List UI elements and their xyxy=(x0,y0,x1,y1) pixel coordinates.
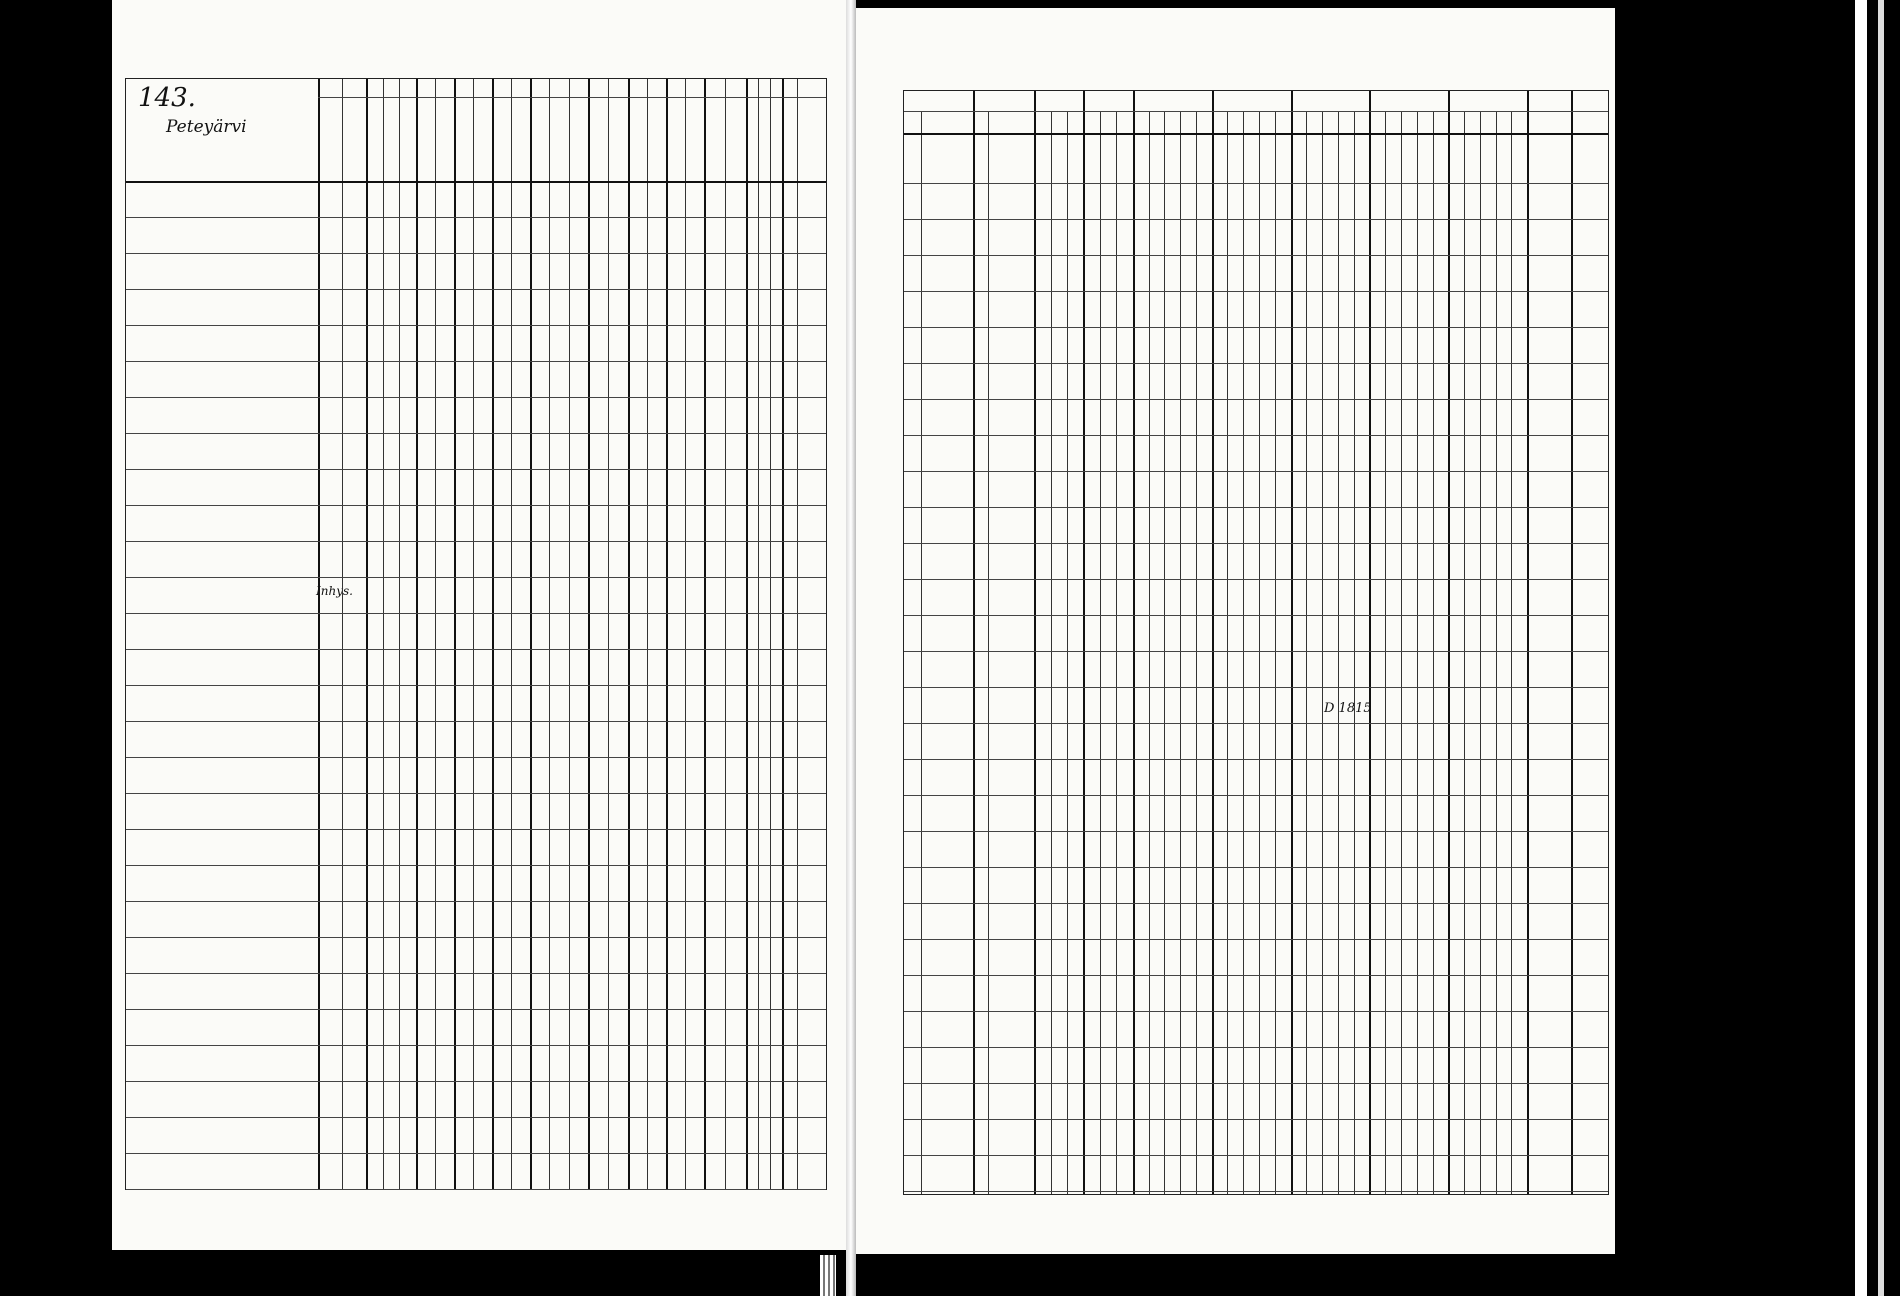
subcolumn-divider xyxy=(1196,111,1197,1194)
subcolumn-divider xyxy=(797,79,798,1189)
row-line xyxy=(904,1083,1608,1084)
row-line xyxy=(126,1009,826,1010)
subcolumn-divider xyxy=(1417,111,1418,1194)
row-line xyxy=(904,903,1608,904)
subcolumn-divider xyxy=(1067,111,1068,1194)
village-name: Peteyärvi xyxy=(166,117,247,137)
row-line xyxy=(904,795,1608,796)
row-line xyxy=(126,577,826,578)
row-line xyxy=(126,829,826,830)
row-line xyxy=(126,1081,826,1082)
left-register-table xyxy=(125,78,827,1190)
column-divider xyxy=(746,79,748,1189)
subcolumn-divider xyxy=(1433,111,1434,1194)
subcolumn-divider xyxy=(758,79,759,1189)
row-line xyxy=(904,327,1608,328)
column-divider xyxy=(1133,91,1135,1194)
row-line xyxy=(904,651,1608,652)
header-rule xyxy=(904,111,1608,112)
subcolumn-divider xyxy=(1149,111,1150,1194)
row-line xyxy=(904,831,1608,832)
column-divider xyxy=(1212,91,1214,1194)
book-spine xyxy=(846,0,856,1296)
subcolumn-divider xyxy=(1385,111,1386,1194)
row-line xyxy=(126,541,826,542)
subcolumn-divider xyxy=(1116,111,1117,1194)
row-line xyxy=(126,901,826,902)
row-line xyxy=(126,325,826,326)
inhyses-note: Inhys. xyxy=(316,584,353,598)
subcolumn-divider xyxy=(647,79,648,1189)
column-divider xyxy=(588,79,590,1189)
row-line xyxy=(904,1119,1608,1120)
subcolumn-divider xyxy=(1243,111,1244,1194)
subcolumn-divider xyxy=(435,79,436,1189)
column-divider xyxy=(1527,91,1529,1194)
header-rule xyxy=(904,133,1608,135)
row-line xyxy=(904,1047,1608,1048)
row-line xyxy=(126,865,826,866)
row-line xyxy=(904,723,1608,724)
subcolumn-divider xyxy=(1496,111,1497,1194)
subcolumn-divider xyxy=(921,111,922,1194)
row-line xyxy=(126,721,826,722)
subcolumn-divider xyxy=(1051,111,1052,1194)
row-line xyxy=(904,1011,1608,1012)
column-divider xyxy=(318,79,320,1189)
right-register-table xyxy=(903,90,1609,1195)
row-line xyxy=(126,973,826,974)
row-line xyxy=(904,867,1608,868)
row-line xyxy=(904,975,1608,976)
row-line xyxy=(904,183,1608,184)
row-line xyxy=(126,757,826,758)
row-line xyxy=(904,255,1608,256)
row-line xyxy=(126,649,826,650)
bookmark-ribbon xyxy=(820,1255,836,1296)
page-edge xyxy=(1878,0,1884,1296)
header-rule xyxy=(126,181,826,183)
subcolumn-divider xyxy=(1306,111,1307,1194)
subcolumn-divider xyxy=(1401,111,1402,1194)
row-line xyxy=(126,685,826,686)
subcolumn-divider xyxy=(1322,111,1323,1194)
subcolumn-divider xyxy=(608,79,609,1189)
column-divider xyxy=(492,79,494,1189)
subcolumn-divider xyxy=(725,79,726,1189)
subcolumn-divider xyxy=(1227,111,1228,1194)
row-line xyxy=(126,217,826,218)
row-line xyxy=(904,615,1608,616)
subcolumn-divider xyxy=(342,79,343,1189)
row-line xyxy=(126,469,826,470)
row-line xyxy=(904,471,1608,472)
column-divider xyxy=(973,91,975,1194)
subcolumn-divider xyxy=(685,79,686,1189)
row-line xyxy=(904,435,1608,436)
row-line xyxy=(904,507,1608,508)
column-divider xyxy=(416,79,418,1189)
row-line xyxy=(904,579,1608,580)
subcolumn-divider xyxy=(1180,111,1181,1194)
header-rule xyxy=(318,97,826,98)
row-line xyxy=(126,289,826,290)
subcolumn-divider xyxy=(399,79,400,1189)
column-divider xyxy=(782,79,784,1189)
row-line xyxy=(126,253,826,254)
row-line xyxy=(904,291,1608,292)
subcolumn-divider xyxy=(1275,111,1276,1194)
subcolumn-divider xyxy=(1164,111,1165,1194)
row-line xyxy=(126,361,826,362)
subcolumn-divider xyxy=(1354,111,1355,1194)
row-line xyxy=(126,937,826,938)
subcolumn-divider xyxy=(770,79,771,1189)
column-divider xyxy=(666,79,668,1189)
subcolumn-divider xyxy=(988,111,989,1194)
row-line xyxy=(126,1153,826,1154)
subcolumn-divider xyxy=(1480,111,1481,1194)
subcolumn-divider xyxy=(549,79,550,1189)
page-edge xyxy=(1855,0,1867,1296)
column-divider xyxy=(1369,91,1371,1194)
column-divider xyxy=(1083,91,1085,1194)
row-line xyxy=(904,543,1608,544)
row-line xyxy=(904,759,1608,760)
row-line xyxy=(126,613,826,614)
row-line xyxy=(904,363,1608,364)
subcolumn-divider xyxy=(473,79,474,1189)
column-divider xyxy=(366,79,368,1189)
row-line xyxy=(904,1191,1608,1192)
column-divider xyxy=(1448,91,1450,1194)
subcolumn-divider xyxy=(1464,111,1465,1194)
column-divider xyxy=(1571,91,1573,1194)
subcolumn-divider xyxy=(569,79,570,1189)
column-divider xyxy=(1034,91,1036,1194)
column-divider xyxy=(454,79,456,1189)
row-line xyxy=(904,219,1608,220)
row-line xyxy=(904,939,1608,940)
page-number: 143. xyxy=(138,83,196,113)
row-line xyxy=(904,1155,1608,1156)
subcolumn-divider xyxy=(1338,111,1339,1194)
row-line xyxy=(904,687,1608,688)
column-divider xyxy=(628,79,630,1189)
margin-note: D 1815 xyxy=(1324,701,1372,716)
subcolumn-divider xyxy=(383,79,384,1189)
subcolumn-divider xyxy=(1100,111,1101,1194)
row-line xyxy=(126,397,826,398)
row-line xyxy=(126,433,826,434)
row-line xyxy=(126,505,826,506)
row-line xyxy=(126,1045,826,1046)
row-line xyxy=(126,1189,826,1190)
column-divider xyxy=(530,79,532,1189)
row-line xyxy=(904,399,1608,400)
subcolumn-divider xyxy=(1511,111,1512,1194)
column-divider xyxy=(1291,91,1293,1194)
subcolumn-divider xyxy=(511,79,512,1189)
row-line xyxy=(126,793,826,794)
column-divider xyxy=(704,79,706,1189)
row-line xyxy=(126,1117,826,1118)
subcolumn-divider xyxy=(1259,111,1260,1194)
